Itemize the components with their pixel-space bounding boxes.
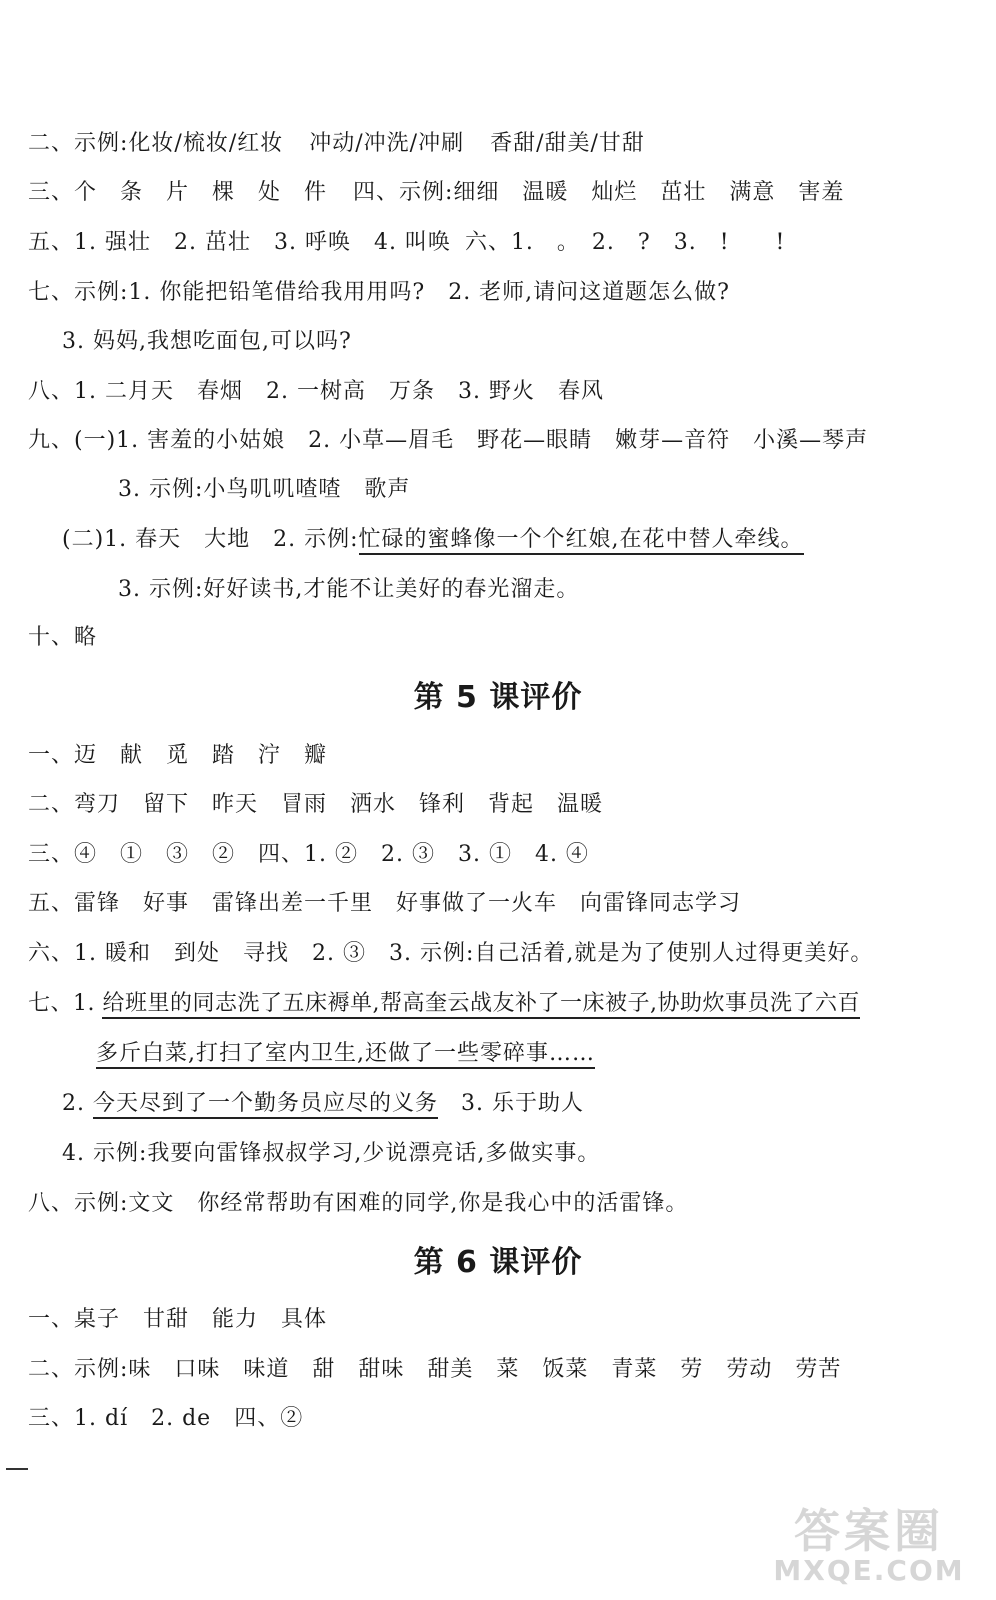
- lesson5-line-5: 五、雷锋 好事 雷锋出差一千里 好事做了一火车 向雷锋同志学习: [28, 891, 742, 916]
- answer-line-7-cont: 3. 妈妈,我想吃面包,可以吗?: [62, 329, 352, 354]
- answer-line-9-2: [62, 524, 976, 556]
- watermark-logo: [764, 1506, 974, 1586]
- answer-prefix: 二、示例:: [28, 131, 129, 156]
- lesson5-line-7: [28, 988, 976, 1020]
- answer-line-10: 十、略: [28, 625, 98, 650]
- lesson5-line-7-4: 4. 示例:我要向雷锋叔叔学习,少说漂亮话,多做实事。: [62, 1141, 601, 1166]
- answer-text: 香甜/甜美/甘甜: [490, 131, 645, 156]
- answer-line-5-6: [28, 227, 976, 259]
- answer-line-9-2-cont: 3. 示例:好好读书,才能不让美好的春光溜走。: [118, 577, 580, 602]
- footer-rule: [6, 1468, 28, 1470]
- lesson5-line-7-cont: [96, 1038, 976, 1070]
- underlined-answer: 今天尽到了一个勤务员应尽的义务: [93, 1091, 438, 1119]
- lesson5-line-3: 三、④ ① ③ ② 四、1. ② 2. ③ 3. ① 4. ④: [28, 842, 589, 867]
- lesson6-line-1: 一、桌子 甘甜 能力 具体: [28, 1307, 328, 1332]
- lesson6-line-3: 三、1. dí 2. de 四、②: [28, 1406, 304, 1431]
- watermark-url: MXQE.COM: [773, 1554, 965, 1587]
- answer-line-9: 九、(一)1. 害羞的小姑娘 2. 小草—眉毛 野花—眼睛 嫩芽—音符 小溪—琴声: [28, 428, 869, 453]
- answer-prefix: 七、1.: [28, 991, 103, 1016]
- lesson-6-heading: 第 6 课评价: [413, 1245, 583, 1280]
- lesson5-line-1: 一、迈 献 觅 踏 泞 瓣: [28, 743, 328, 768]
- lesson-5-heading: 第 5 课评价: [413, 680, 583, 715]
- answer-line-2: [28, 128, 976, 160]
- answer-prefix: 2.: [62, 1091, 93, 1116]
- answer-line-8: 八、1. 二月天 春烟 2. 一树高 万条 3. 野火 春风: [28, 379, 604, 404]
- answer-text: 四、示例:细细 温暖 灿烂 茁壮 满意 害羞: [353, 180, 845, 205]
- lesson5-line-2: 二、弯刀 留下 昨天 冒雨 洒水 锋利 背起 温暖: [28, 792, 604, 817]
- lesson5-line-8: 八、示例:文文 你经常帮助有困难的同学,你是我心中的活雷锋。: [28, 1191, 689, 1216]
- lesson5-line-6: 六、1. 暖和 到处 寻找 2. ③ 3. 示例:自己活着,就是为了使别人过得更美好。: [28, 941, 874, 966]
- lesson5-line-7-2: [62, 1088, 976, 1120]
- answer-line-7: 七、示例:1. 你能把铅笔借给我用用吗? 2. 老师,请问这道题怎么做?: [28, 280, 730, 305]
- underlined-answer: 忙碌的蜜蜂像一个个红娘,在花中替人牵线。: [359, 527, 804, 555]
- underlined-answer: 给班里的同志洗了五床褥单,帮高奎云战友补了一床被子,协助炊事员洗了六百: [102, 991, 860, 1019]
- answer-text: 五、1. 强壮 2. 茁壮 3. 呼唤 4. 叫唤: [28, 230, 451, 255]
- answer-text: 六、1. 。 2. ? 3. ! !: [464, 230, 786, 255]
- lesson6-line-2: 二、示例:味 口味 味道 甜 甜味 甜美 菜 饭菜 青菜 劳 劳动 劳苦: [28, 1357, 842, 1382]
- answer-text: 冲动/冲洗/冲刷: [309, 131, 465, 156]
- answer-text: 三、个 条 片 棵 处 件: [28, 180, 328, 205]
- answer-text: 3. 乐于助人: [438, 1091, 584, 1116]
- answer-text: 化妆/梳妆/红妆: [128, 131, 284, 156]
- answer-line-9-cont: 3. 示例:小鸟叽叽喳喳 歌声: [118, 477, 411, 502]
- watermark-text: 答案圈: [794, 1504, 944, 1558]
- answer-prefix: (二)1. 春天 大地 2. 示例:: [62, 527, 359, 552]
- underlined-answer: 多斤白菜,打扫了室内卫生,还做了一些零碎事……: [96, 1041, 595, 1069]
- answer-line-3-4: [28, 177, 976, 209]
